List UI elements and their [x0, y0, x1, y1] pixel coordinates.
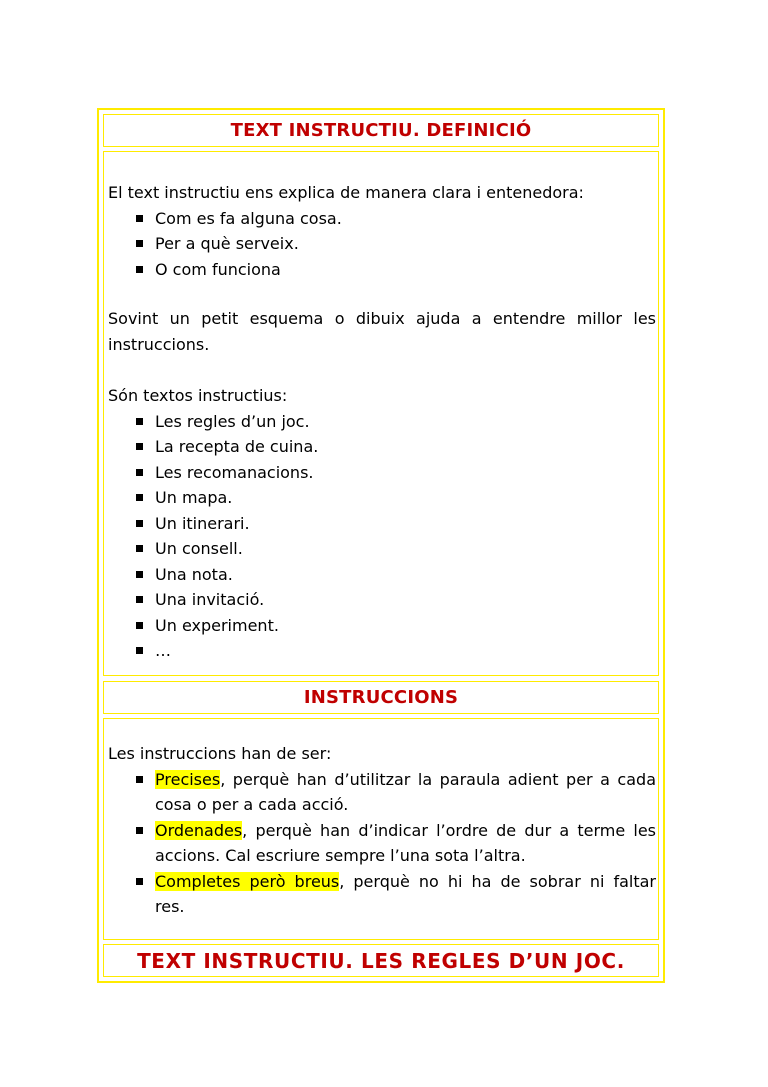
intro-list [108, 206, 656, 283]
section1-paragraph [108, 306, 656, 357]
paragraph-line: Sovint un petit esquema o dibuix ajuda a entendre millor les [108, 309, 656, 328]
section1-title-cell [103, 114, 659, 147]
item-line [155, 818, 656, 844]
section1-intro [108, 180, 656, 282]
item-line: accions. Cal escriure sempre l’una sota l’altra. [155, 846, 526, 865]
section2-title: INSTRUCCIONS [303, 687, 459, 708]
list-item: Per a què serveix. [108, 231, 656, 257]
examples-list [108, 409, 656, 664]
list-item: … [108, 638, 656, 664]
list-item: Una invitació. [108, 587, 656, 613]
item-text: , perquè han d’indicar l’ordre de dur a terme les [242, 820, 656, 840]
item-line: res. [155, 897, 185, 916]
list-item: Les recomanacions. [108, 460, 656, 486]
list-item [108, 818, 656, 869]
item-line [155, 869, 656, 895]
paragraph-line: instruccions. [108, 334, 210, 354]
list-item: Com es fa alguna cosa. [108, 206, 656, 232]
section2-title-cell [103, 681, 659, 714]
term-ordenades: Ordenades [155, 820, 243, 840]
list-item: Una nota. [108, 562, 656, 588]
section3-title: TEXT INSTRUCTIU. LES REGLES D’UN JOC. [137, 949, 625, 973]
item-text: , perquè no hi ha de sobrar ni faltar [339, 871, 656, 891]
examples-intro: Són textos instructius: [108, 386, 288, 405]
list-item [108, 869, 656, 920]
list-item: Les regles d’un joc. [108, 409, 656, 435]
list-item: Un mapa. [108, 485, 656, 511]
term-completes: Completes però breus [155, 871, 340, 891]
list-item: O com funciona [108, 257, 656, 283]
requirements-list [108, 767, 656, 920]
section2-intro: Les instruccions han de ser: [108, 744, 332, 763]
section1-title: TEXT INSTRUCTIU. DEFINICIÓ [230, 120, 532, 141]
term-precises: Precises [155, 769, 221, 789]
section2-content [108, 741, 656, 920]
intro-text: El text instructiu ens explica de manera clara i entenedora: [108, 183, 584, 202]
item-text: , perquè han d’utilitzar la paraula adient per a cada [220, 769, 656, 789]
item-line [155, 767, 656, 793]
list-item [108, 767, 656, 818]
section3-title-cell [103, 944, 659, 977]
list-item: Un itinerari. [108, 511, 656, 537]
item-line: cosa o per a cada acció. [155, 795, 349, 814]
section1-examples [108, 383, 656, 664]
list-item: Un experiment. [108, 613, 656, 639]
list-item: Un consell. [108, 536, 656, 562]
list-item: La recepta de cuina. [108, 434, 656, 460]
